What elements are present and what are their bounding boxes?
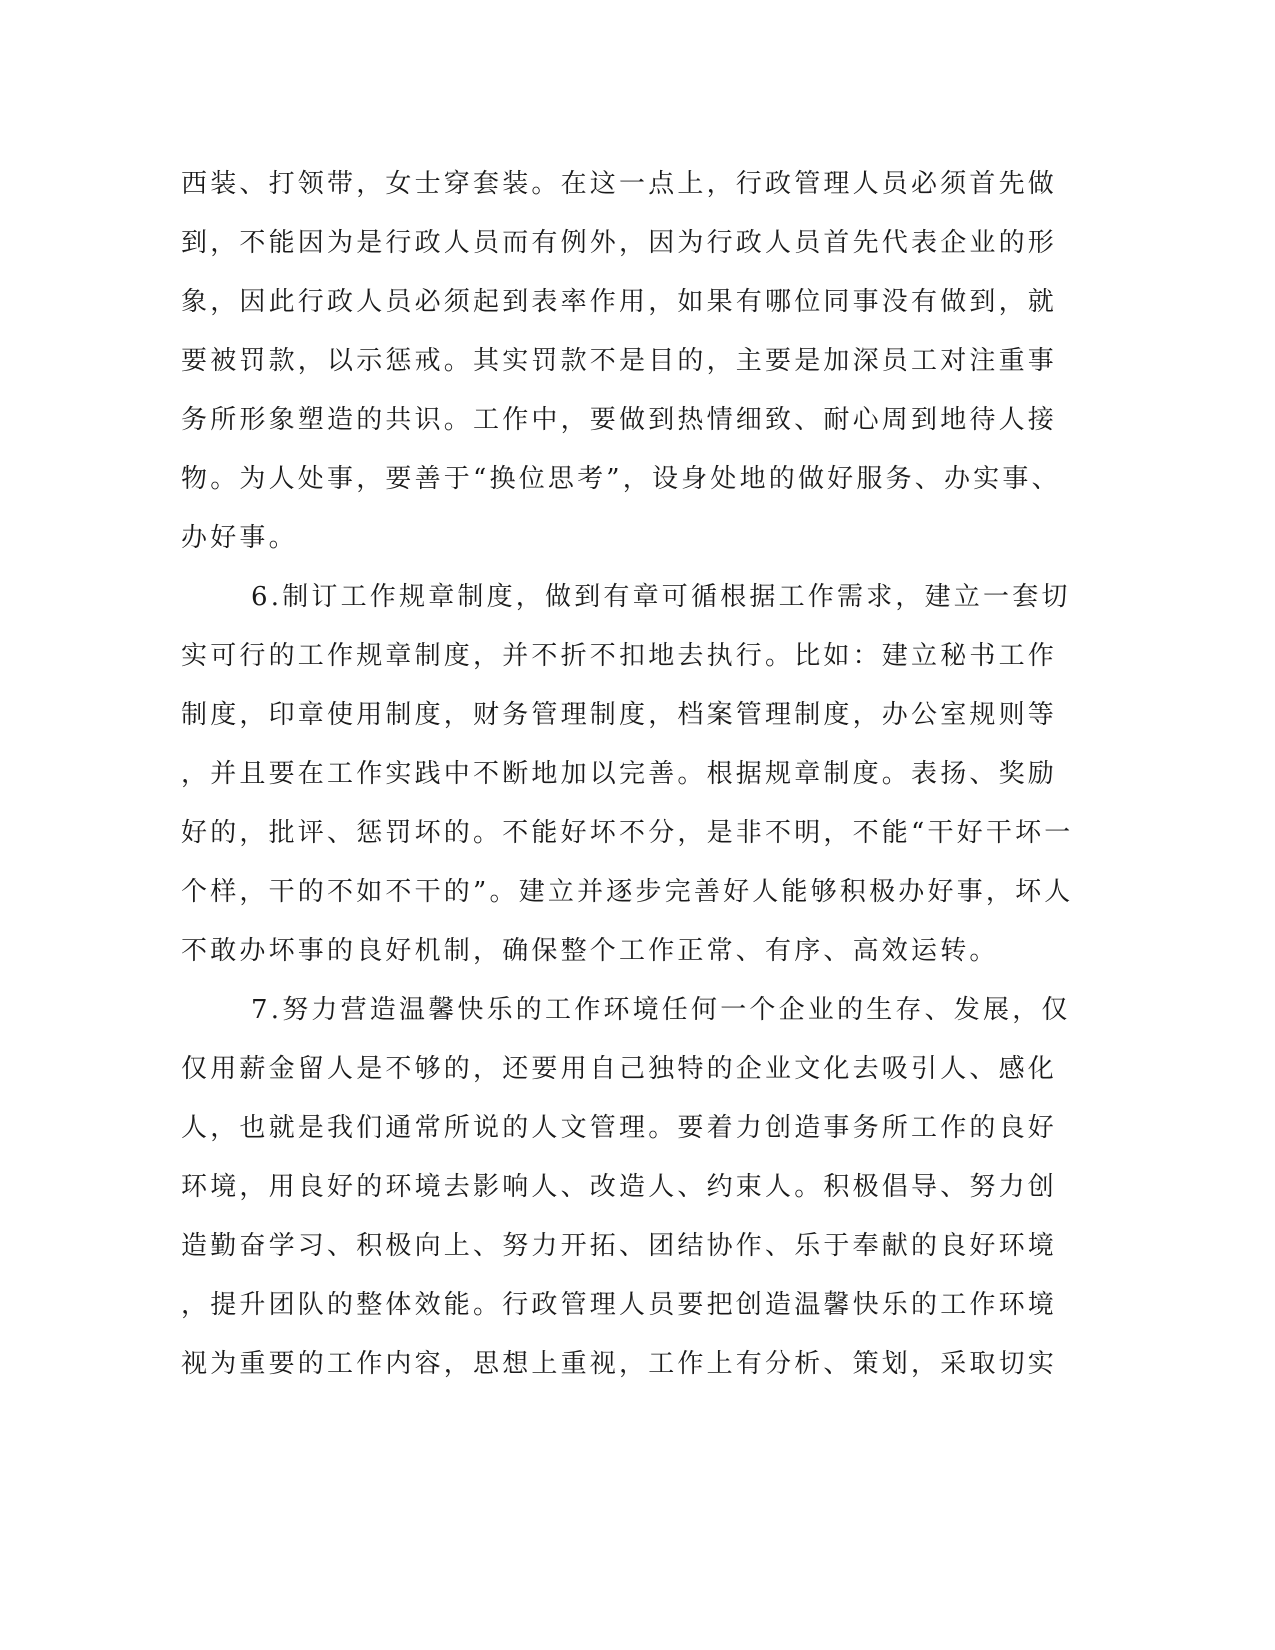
text-line: 仅用薪金留人是不够的，还要用自己独特的企业文化去吸引人、感化 <box>181 1054 1058 1084</box>
text-line: 到，不能因为是行政人员而有例外，因为行政人员首先代表企业的形 <box>181 228 1058 258</box>
text-line: 西装、打领带，女士穿套装。在这一点上，行政管理人员必须首先做 <box>181 169 1058 199</box>
text-line: 人，也就是我们通常所说的人文管理。要着力创造事务所工作的良好 <box>181 1113 1058 1143</box>
paragraph-6-heading-line: 6.制订工作规章制度，做到有章可循根据工作需求，建立一套切 <box>251 582 1071 612</box>
text-line: 实可行的工作规章制度，并不折不扣地去执行。比如：建立秘书工作 <box>181 641 1058 671</box>
text-line: ，提升团队的整体效能。行政管理人员要把创造温馨快乐的工作环境 <box>181 1290 1058 1320</box>
text-line: 物。为人处事，要善于“换位思考”，设身处地的做好服务、办实事、 <box>181 464 1061 494</box>
text-line: 造勤奋学习、积极向上、努力开拓、团结协作、乐于奉献的良好环境 <box>181 1231 1058 1261</box>
text-line: 好的，批评、惩罚坏的。不能好坏不分，是非不明，不能“干好干坏一 <box>181 818 1074 848</box>
text-line: 要被罚款，以示惩戒。其实罚款不是目的，主要是加深员工对注重事 <box>181 346 1058 376</box>
text-line: 环境，用良好的环境去影响人、改造人、约束人。积极倡导、努力创 <box>181 1172 1058 1202</box>
text-line: 办好事。 <box>181 523 298 553</box>
text-line: 象，因此行政人员必须起到表率作用，如果有哪位同事没有做到，就 <box>181 287 1058 317</box>
paragraph-7-heading-line: 7.努力营造温馨快乐的工作环境任何一个企业的生存、发展，仅 <box>251 995 1071 1025</box>
text-line: 务所形象塑造的共识。工作中，要做到热情细致、耐心周到地待人接 <box>181 405 1058 435</box>
text-line: ，并且要在工作实践中不断地加以完善。根据规章制度。表扬、奖励 <box>181 759 1058 789</box>
text-line: 个样，干的不如不干的”。建立并逐步完善好人能够积极办好事，坏人 <box>181 877 1074 907</box>
text-line: 制度，印章使用制度，财务管理制度，档案管理制度，办公室规则等 <box>181 700 1058 730</box>
text-line: 不敢办坏事的良好机制，确保整个工作正常、有序、高效运转。 <box>181 936 999 966</box>
text-line: 视为重要的工作内容，思想上重视，工作上有分析、策划，采取切实 <box>181 1349 1058 1379</box>
